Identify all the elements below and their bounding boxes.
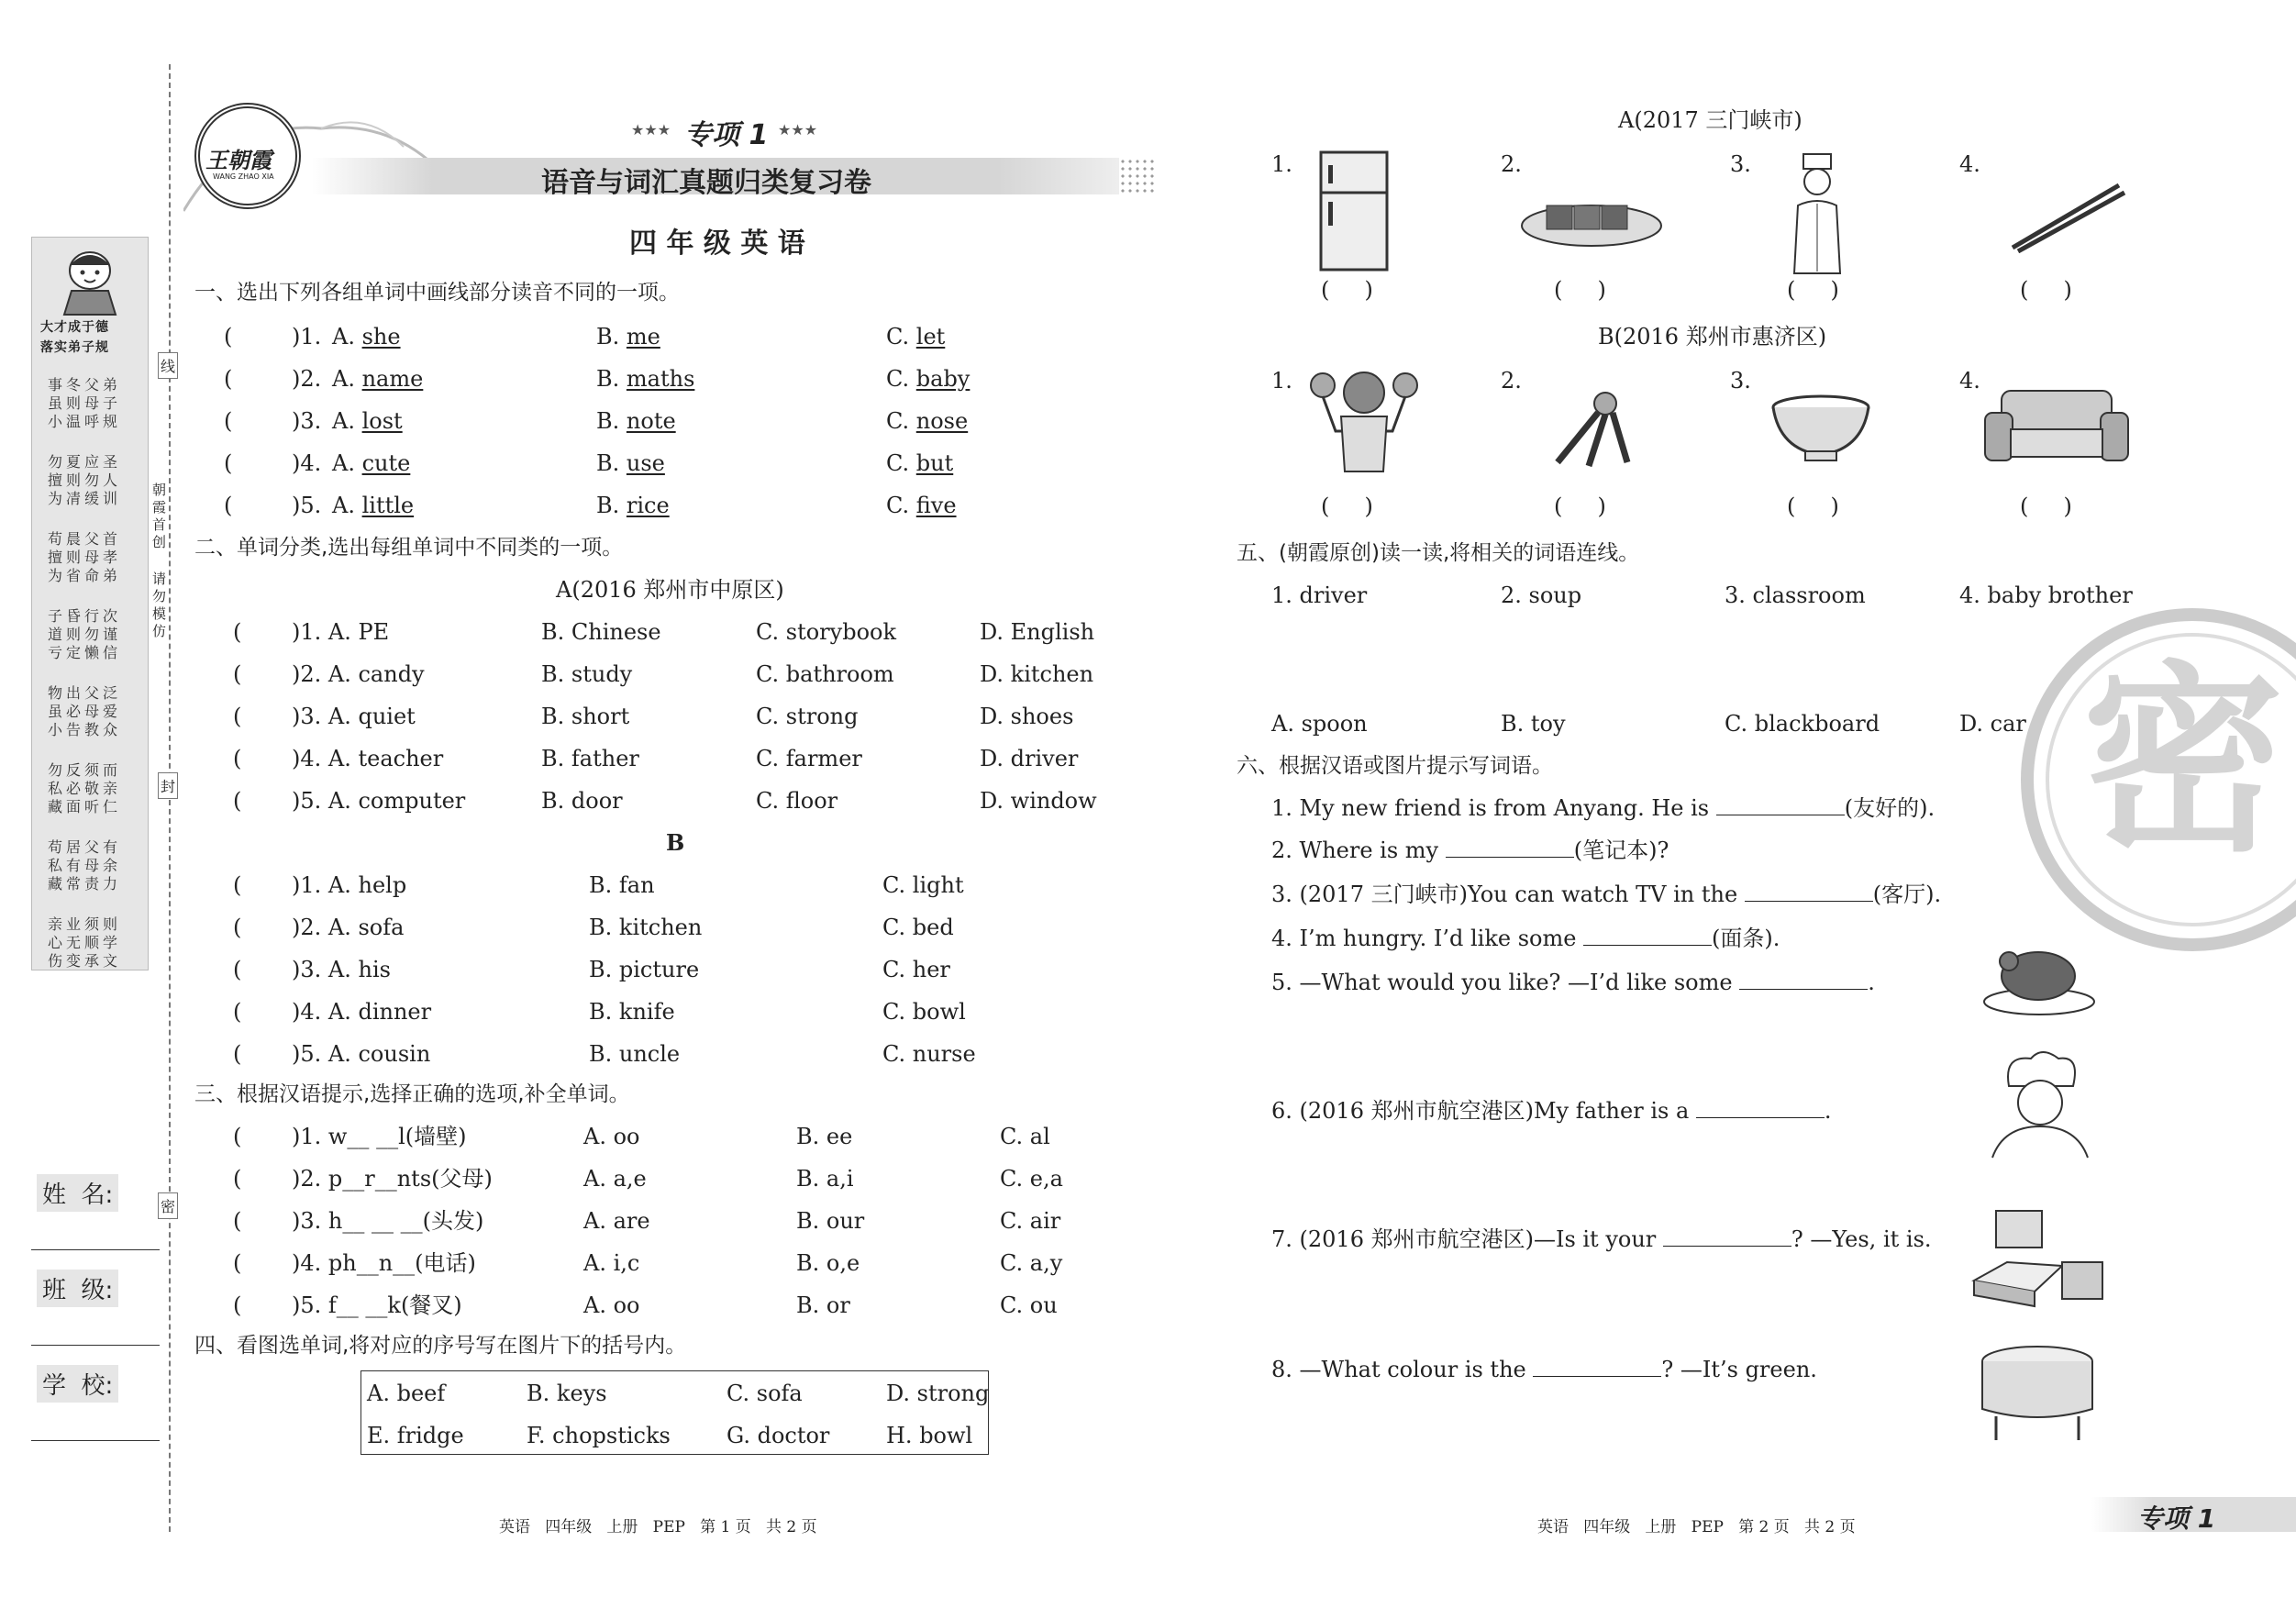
b-paren-2[interactable]: ( ) xyxy=(1554,494,1606,519)
poem-line: 事冬父弟 xyxy=(48,376,122,394)
b-paren-4[interactable]: ( ) xyxy=(2020,494,2072,519)
question-number: )1. xyxy=(292,324,322,349)
poem-line: 勿反须而 xyxy=(48,761,122,779)
option-1: B. knife xyxy=(589,999,675,1025)
option-2: B. a,i xyxy=(796,1166,854,1192)
poem-line: 私有母余 xyxy=(48,857,122,874)
answer-paren[interactable]: ( xyxy=(233,1166,242,1192)
poem-group xyxy=(48,530,139,585)
option-2: C. farmer xyxy=(756,746,862,771)
match-bottom-1[interactable]: A. spoon xyxy=(1271,711,1368,737)
poem-line: 苟居父有 xyxy=(48,838,122,856)
b-paren-3[interactable]: ( ) xyxy=(1787,494,1839,519)
b-num-2: 2. xyxy=(1501,368,1522,394)
option-3: D. shoes xyxy=(980,704,1074,729)
s2-subA: A(2016 郑州市中原区) xyxy=(556,577,784,603)
motto-line-2: 落实弟子规 xyxy=(40,340,109,355)
option-b: B. me xyxy=(596,324,660,349)
fill-item-2: 2. Where is my (笔记本)? xyxy=(1271,837,1669,863)
match-bottom-2[interactable]: B. toy xyxy=(1501,711,1566,737)
chopsticks-picture xyxy=(2009,180,2128,253)
a-paren-3[interactable]: ( ) xyxy=(1787,277,1839,303)
option-1: A. oo xyxy=(583,1124,640,1149)
b-num-3: 3. xyxy=(1730,368,1751,394)
bedroom-picture xyxy=(1970,1207,2108,1308)
option-0: )5. A. cousin xyxy=(292,1041,431,1067)
option-b: B. note xyxy=(596,408,676,434)
sidebar xyxy=(0,0,174,1597)
answer-paren[interactable]: ( xyxy=(233,746,242,771)
cut-mark-feng: 封 xyxy=(158,772,178,799)
option-0: )2. A. candy xyxy=(292,661,425,687)
answer-paren[interactable]: ( xyxy=(233,957,242,982)
option-1: B. study xyxy=(541,661,633,687)
right-subA: A(2017 三门峡市) xyxy=(1618,107,1802,133)
option-b: B. maths xyxy=(596,366,695,392)
underlined-part: note xyxy=(626,408,676,434)
answer-paren[interactable]: ( xyxy=(224,450,233,476)
b-num-1: 1. xyxy=(1271,368,1292,394)
option-1: B. fan xyxy=(589,872,655,898)
option-3: C. air xyxy=(1000,1208,1061,1234)
question-number: )5. xyxy=(292,493,322,518)
fill-item-4: 4. I’m hungry. I’d like some (面条). xyxy=(1271,926,1780,951)
s4-title: 四、看图选单词,将对应的序号写在图片下的括号内。 xyxy=(194,1334,687,1358)
keys-picture xyxy=(1541,383,1644,468)
option-0: )1. A. help xyxy=(292,872,407,898)
series-label: 专项 1 xyxy=(684,119,769,151)
a-num-2: 2. xyxy=(1501,151,1522,177)
option-3: C. ou xyxy=(1000,1292,1058,1318)
match-top-1[interactable]: 1. driver xyxy=(1271,582,1368,608)
answer-blank[interactable] xyxy=(1745,882,1873,902)
b-num-4: 4. xyxy=(1959,368,1980,394)
poem-group xyxy=(48,684,139,739)
underlined-part: but xyxy=(915,450,954,476)
s3-title: 三、根据汉语提示,选择正确的选项,补全单词。 xyxy=(194,1082,630,1106)
option-3: D. English xyxy=(980,619,1095,645)
answer-paren[interactable]: ( xyxy=(233,1041,242,1067)
option-1: B. door xyxy=(541,788,623,814)
poem-line: 小告教众 xyxy=(48,721,122,738)
option-1: A. a,e xyxy=(583,1166,647,1192)
title-bar-dots xyxy=(1119,158,1156,194)
underlined-part: maths xyxy=(626,366,695,392)
beef-picture xyxy=(1519,193,1664,250)
answer-paren[interactable]: ( xyxy=(224,366,233,392)
right-footer: 英语 四年级 上册 PEP 第 2 页 共 2 页 xyxy=(1537,1518,1856,1536)
poem-line: 虽必母爱 xyxy=(48,703,122,720)
option-0: )2. A. sofa xyxy=(292,915,405,940)
poem-line: 虽则母子 xyxy=(48,394,122,412)
option-2: C. storybook xyxy=(756,619,897,645)
s2-title: 二、单词分类,选出每组单词中不同类的一项。 xyxy=(194,536,624,560)
option-a: A. name xyxy=(332,366,424,392)
option-c: C. but xyxy=(886,450,954,476)
grade-title: 四 年 级 英 语 xyxy=(629,227,805,260)
option-a: A. she xyxy=(332,324,401,349)
s5-title: 五、(朝霞原创)读一读,将相关的词语连线。 xyxy=(1237,541,1640,565)
option-b: B. use xyxy=(596,450,665,476)
poem-group xyxy=(48,761,139,816)
poem-block xyxy=(48,376,139,993)
poem-line: 藏常责力 xyxy=(48,875,122,893)
answer-blank[interactable] xyxy=(1696,1098,1825,1118)
option-c: C. five xyxy=(886,493,957,518)
answer-paren[interactable]: ( xyxy=(233,915,242,940)
box-word: F. chopsticks xyxy=(527,1423,671,1448)
box-word: E. fridge xyxy=(367,1423,464,1448)
strong-man-picture xyxy=(1304,365,1424,475)
poem-line: 私必敬亲 xyxy=(48,780,122,797)
option-3: C. al xyxy=(1000,1124,1050,1149)
logo-subtext: WANG ZHAO XIA xyxy=(213,172,274,181)
poem-group xyxy=(48,453,139,508)
match-top-2[interactable]: 2. soup xyxy=(1501,582,1582,608)
cut-mark-xian: 线 xyxy=(158,352,178,379)
a-paren-1[interactable]: ( ) xyxy=(1321,277,1373,303)
answer-paren[interactable]: ( xyxy=(233,704,242,729)
poem-group xyxy=(48,376,139,431)
fill-item-1: 1. My new friend is from Anyang. He is (友好的). xyxy=(1271,795,1936,821)
class-label: 班 级: xyxy=(37,1270,118,1307)
cut-mark-mi: 密 xyxy=(158,1192,178,1219)
underlined-part: me xyxy=(626,324,660,349)
option-1: B. picture xyxy=(589,957,700,982)
underlined-part: little xyxy=(361,493,415,518)
vertical-note-1: 朝霞首创 xyxy=(152,482,167,550)
option-1: A. are xyxy=(583,1208,650,1234)
answer-paren[interactable]: ( xyxy=(233,1292,242,1318)
sofa-picture xyxy=(1983,385,2130,471)
fill-item-5: 5. —What would you like? —I’d like some . xyxy=(1271,970,1875,995)
poem-line: 擅则勿人 xyxy=(48,471,122,489)
option-2: B. or xyxy=(796,1292,850,1318)
box-word: H. bowl xyxy=(886,1423,973,1448)
b-paren-1[interactable]: ( ) xyxy=(1321,494,1373,519)
match-top-3[interactable]: 3. classroom xyxy=(1725,582,1866,608)
option-2: B. our xyxy=(796,1208,865,1234)
option-0: )3. A. his xyxy=(292,957,391,982)
answer-paren[interactable]: ( xyxy=(233,1208,242,1234)
a-num-1: 1. xyxy=(1271,151,1292,177)
box-word: G. doctor xyxy=(727,1423,830,1448)
option-0: )1. A. PE xyxy=(292,619,390,645)
vertical-note-2: 请勿模仿 xyxy=(152,571,167,639)
a-paren-4[interactable]: ( ) xyxy=(2020,277,2072,303)
option-c: C. nose xyxy=(886,408,969,434)
underlined-part: she xyxy=(361,324,401,349)
question-number: )4. xyxy=(292,450,322,476)
left-footer: 英语 四年级 上册 PEP 第 1 页 共 2 页 xyxy=(499,1518,817,1536)
a-num-3: 3. xyxy=(1730,151,1751,177)
option-0: )3. A. quiet xyxy=(292,704,416,729)
option-2: C. her xyxy=(882,957,950,982)
box-word: D. strong xyxy=(886,1381,990,1406)
option-2: C. light xyxy=(882,872,964,898)
option-1: A. i,c xyxy=(583,1250,640,1276)
option-2: B. o,e xyxy=(796,1250,860,1276)
option-0: )5. f__ __k(餐叉) xyxy=(292,1292,462,1318)
box-word: B. keys xyxy=(527,1381,607,1406)
fill-item-8: 8. —What colour is the ? —It’s green. xyxy=(1271,1357,1817,1382)
answer-paren[interactable]: ( xyxy=(224,408,233,434)
poem-group xyxy=(48,915,139,970)
option-3: D. window xyxy=(980,788,1097,814)
option-3: D. kitchen xyxy=(980,661,1094,687)
option-2: C. bathroom xyxy=(756,661,894,687)
underlined-part: nose xyxy=(915,408,969,434)
match-bottom-3[interactable]: C. blackboard xyxy=(1725,711,1880,737)
option-0: )3. h__ __ __(头发) xyxy=(292,1208,484,1234)
series-stars-right: ★★★ xyxy=(778,121,818,139)
poem-group xyxy=(48,838,139,893)
underlined-part: baby xyxy=(915,366,971,392)
underlined-part: use xyxy=(626,450,665,476)
poem-line: 物出父泛 xyxy=(48,684,122,702)
underlined-part: let xyxy=(915,324,946,349)
name-line xyxy=(31,1249,160,1250)
answer-blank[interactable] xyxy=(1533,1357,1661,1377)
underlined-part: five xyxy=(915,493,957,518)
poem-line: 伤变承文 xyxy=(48,952,122,970)
option-1: B. kitchen xyxy=(589,915,703,940)
answer-blank[interactable] xyxy=(1716,795,1845,815)
a-paren-2[interactable]: ( ) xyxy=(1554,277,1606,303)
answer-paren[interactable]: ( xyxy=(233,1124,242,1149)
match-top-4[interactable]: 4. baby brother xyxy=(1959,582,2133,608)
kid-illustration xyxy=(44,243,136,316)
answer-paren[interactable]: ( xyxy=(233,661,242,687)
motto-line-1: 大才成于德 xyxy=(40,320,109,335)
stamp-char: 密 xyxy=(2082,644,2285,879)
option-2: B. ee xyxy=(796,1124,853,1149)
s6-title: 六、根据汉语或图片提示写词语。 xyxy=(1237,754,1553,778)
answer-blank[interactable] xyxy=(1739,970,1868,990)
poem-line: 亏定懒信 xyxy=(48,644,122,661)
option-b: B. rice xyxy=(596,493,670,518)
option-1: B. father xyxy=(541,746,639,771)
box-word: C. sofa xyxy=(727,1381,803,1406)
answer-blank[interactable] xyxy=(1583,926,1712,946)
option-1: B. uncle xyxy=(589,1041,681,1067)
cook-picture xyxy=(1985,1049,2095,1159)
underlined-part: cute xyxy=(361,450,411,476)
s1-title: 一、选出下列各组单词中画线部分读音不同的一项。 xyxy=(194,281,680,305)
question-number: )2. xyxy=(292,366,322,392)
underlined-part: name xyxy=(361,366,424,392)
answer-paren[interactable]: ( xyxy=(233,1250,242,1276)
chicken-picture xyxy=(1981,936,2097,1018)
page-title: 语音与词汇真题归类复习卷 xyxy=(541,167,871,199)
answer-paren[interactable]: ( xyxy=(233,872,242,898)
option-0: )1. w__ __l(墙壁) xyxy=(292,1124,467,1149)
answer-paren[interactable]: ( xyxy=(233,619,242,645)
school-label: 学 校: xyxy=(37,1365,118,1403)
poem-line: 心无顺学 xyxy=(48,934,122,951)
question-number: )3. xyxy=(292,408,322,434)
underlined-part: rice xyxy=(626,493,670,518)
option-1: B. Chinese xyxy=(541,619,661,645)
option-3: D. driver xyxy=(980,746,1079,771)
a-num-4: 4. xyxy=(1959,151,1980,177)
name-label: 姓 名: xyxy=(37,1174,118,1212)
box-word: A. beef xyxy=(367,1381,446,1406)
option-0: )5. A. computer xyxy=(292,788,466,814)
poem-line: 擅则母孝 xyxy=(48,549,122,566)
doctor-picture xyxy=(1785,152,1849,275)
option-c: C. let xyxy=(886,324,946,349)
poem-line: 道则勿谨 xyxy=(48,626,122,643)
option-2: C. nurse xyxy=(882,1041,976,1067)
option-2: C. strong xyxy=(756,704,859,729)
option-2: C. floor xyxy=(756,788,838,814)
answer-paren[interactable]: ( xyxy=(224,324,233,349)
poem-line: 小温呼规 xyxy=(48,413,122,430)
fill-item-7: 7. (2016 郑州市航空港区)—Is it your ? —Yes, it is. xyxy=(1271,1226,1932,1252)
option-0: )2. p__r__nts(父母) xyxy=(292,1166,493,1192)
corner-label: 专项 1 xyxy=(2137,1503,2216,1534)
option-2: C. bed xyxy=(882,915,954,940)
option-1: B. short xyxy=(541,704,630,729)
poem-line: 为凊缓训 xyxy=(48,490,122,507)
fill-item-3: 3. (2017 三门峡市)You can watch TV in the (客厅). xyxy=(1271,882,1942,907)
class-line xyxy=(31,1345,160,1346)
answer-paren[interactable]: ( xyxy=(233,999,242,1025)
table-picture xyxy=(1978,1343,2097,1444)
answer-paren[interactable]: ( xyxy=(224,493,233,518)
answer-blank[interactable] xyxy=(1446,837,1574,858)
poem-line: 勿夏应圣 xyxy=(48,453,122,471)
school-line xyxy=(31,1440,160,1441)
option-0: )4. ph__n__(电话) xyxy=(292,1250,476,1276)
bowl-picture xyxy=(1770,393,1871,464)
option-2: C. bowl xyxy=(882,999,966,1025)
option-0: )4. A. teacher xyxy=(292,746,444,771)
option-0: )4. A. dinner xyxy=(292,999,432,1025)
match-bottom-4[interactable]: D. car xyxy=(1959,711,2026,737)
poem-line: 苟晨父首 xyxy=(48,530,122,548)
option-3: C. a,y xyxy=(1000,1250,1063,1276)
option-1: A. oo xyxy=(583,1292,640,1318)
option-a: A. lost xyxy=(332,408,403,434)
logo-text: 王朝霞 xyxy=(205,148,272,173)
poem-line: 藏面听仁 xyxy=(48,798,122,815)
s2-subB: B xyxy=(666,829,685,856)
answer-blank[interactable] xyxy=(1663,1226,1791,1247)
poem-line: 子昏行次 xyxy=(48,607,122,625)
poem-group xyxy=(48,607,139,662)
series-stars-left: ★★★ xyxy=(631,121,671,139)
right-subB: B(2016 郑州市惠济区) xyxy=(1598,324,1827,349)
option-c: C. baby xyxy=(886,366,971,392)
option-a: A. little xyxy=(332,493,415,518)
underlined-part: lost xyxy=(361,408,403,434)
option-3: C. e,a xyxy=(1000,1166,1063,1192)
poem-line: 为省命弟 xyxy=(48,567,122,584)
fill-item-6: 6. (2016 郑州市航空港区)My father is a . xyxy=(1271,1098,1832,1124)
option-a: A. cute xyxy=(332,450,411,476)
poem-line: 亲业须则 xyxy=(48,915,122,933)
fridge-picture xyxy=(1317,150,1391,273)
answer-paren[interactable]: ( xyxy=(233,788,242,814)
